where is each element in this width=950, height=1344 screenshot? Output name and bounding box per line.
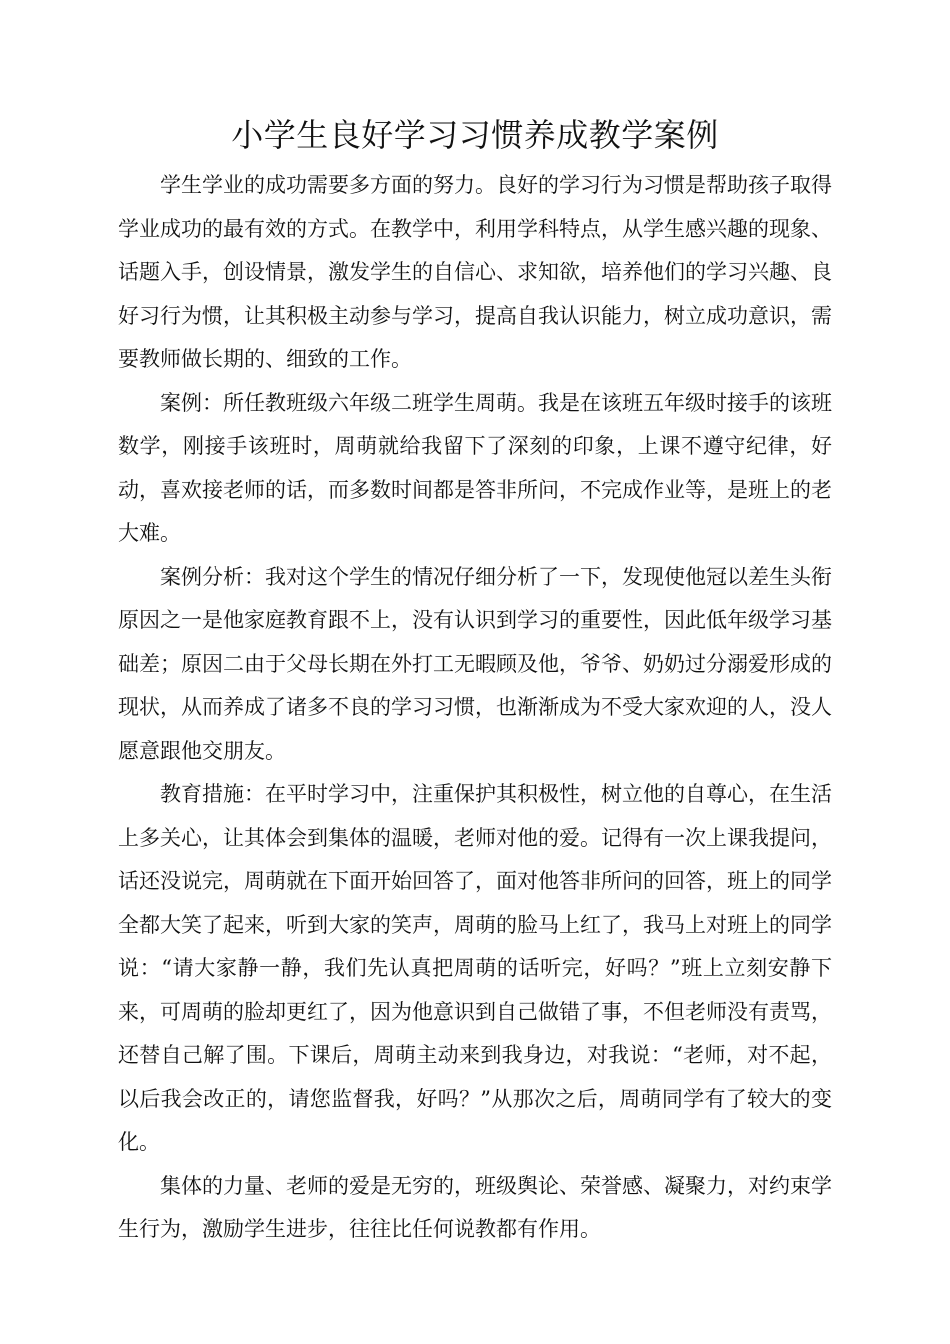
- paragraph-case-analysis: 案例分析：我对这个学生的情况仔细分析了一下，发现使他冠以差生头衔原因之一是他家庭教育跟不上，没有认识到学习的重要性，因此低年级学习基础差；原因二由于父母长期在外打工无暇顾及他，爷爷、奶奶过分溺爱形成的现状，从而养成了诸多不良的学习习惯，也渐渐成为不受大家欢迎的人，没人愿意跟他交朋友。: [118, 564, 832, 763]
- paragraph-case: 案例：所任教班级六年级二班学生周萌。我是在该班五年级时接手的该班数学，刚接手该班时，周萌就给我留下了深刻的印象，上课不遵守纪律，好动，喜欢接老师的话，而多数时间都是答非所问，不完成作业等，是班上的老大难。: [118, 390, 832, 545]
- document-body: [118, 164, 832, 1252]
- document-title: 小学生良好学习习惯养成教学案例: [231, 116, 719, 154]
- paragraph-intro: 学生学业的成功需要多方面的努力。良好的学习行为习惯是帮助孩子取得学业成功的最有效的方式。在教学中，利用学科特点，从学生感兴趣的现象、话题入手，创设情景，激发学生的自信心、求知欲，培养他们的学习兴趣、良好习行为惯，让其积极主动参与学习，提高自我认识能力，树立成功意识，需要教师做长期的、细致的工作。: [118, 173, 832, 371]
- paragraph-conclusion: 集体的力量、老师的爱是无穷的，班级舆论、荣誉感、凝聚力，对约束学生行为，激励学生进步，往往比任何说教都有作用。: [118, 1173, 832, 1241]
- paragraph-education-measures: 教育措施：在平时学习中，注重保护其积极性，树立他的自尊心，在生活上多关心，让其体会到集体的温暖，老师对他的爱。记得有一次上课我提问，话还没说完，周萌就在下面开始回答了，面对他答非所问的回答，班上的同学全都大笑了起来，听到大家的笑声，周萌的脸马上红了，我马上对班上的同学说：“请大家静一静，我们先认真把周萌的话听完，好吗？”班上立刻安静下来，可周萌的脸却更红了，因为他意识到自己做错了事，不但老师没有责骂，还替自己解了围。下课后，周萌主动来到我身边，对我说：“老师，对不起，以后我会改正的，请您监督我，好吗？”从那次之后，周萌同学有了较大的变化。: [118, 782, 832, 1154]
